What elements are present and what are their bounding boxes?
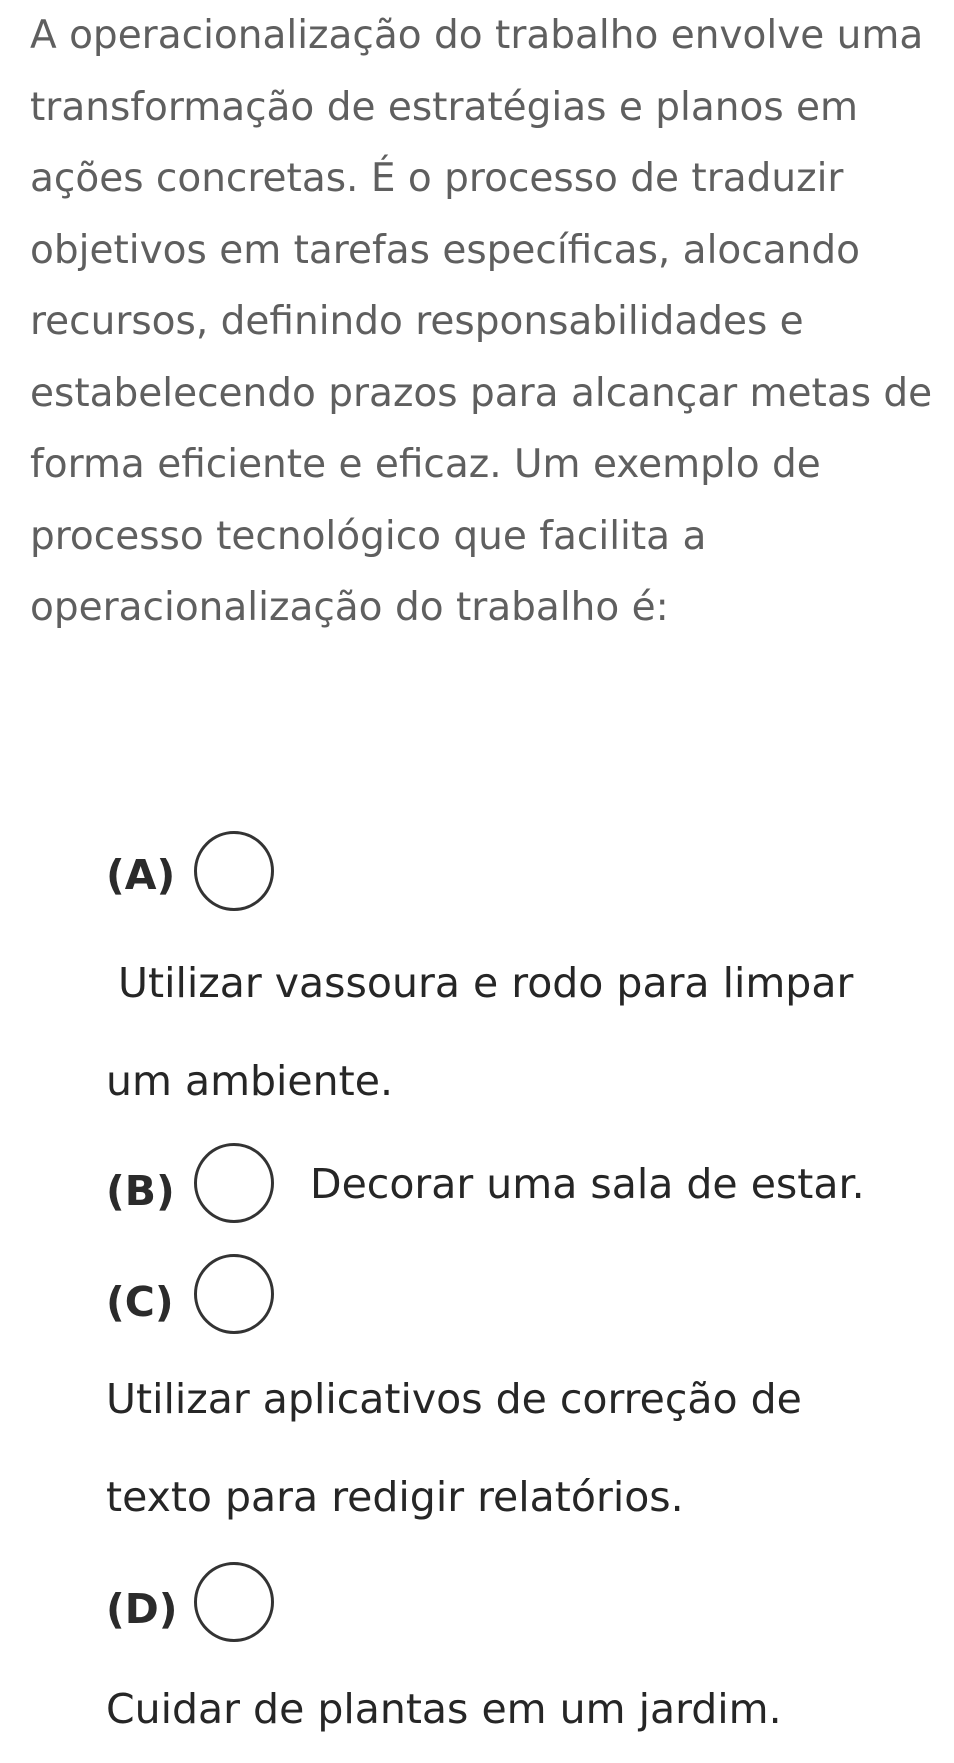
option-b-letter: (B)	[106, 1167, 175, 1215]
option-a-letter: (A)	[106, 851, 176, 899]
option-d-letter: (D)	[106, 1585, 178, 1633]
option-c-text: Utilizar aplicativos de correção de texto para redigir relatórios.	[106, 1375, 802, 1521]
option-b-radio[interactable]	[194, 1143, 274, 1223]
option-a-text: Utilizar vassoura e rodo para limpar um ambiente.	[106, 959, 854, 1105]
option-b-text: Decorar uma sala de estar.	[310, 1160, 865, 1208]
question-text: A operacionalização do trabalho envolve uma transformação de estratégias e planos em ações concretas. É o processo de traduzir objetivos em tarefas específicas, alocando recursos, definindo responsabilidades e estabelecendo prazos para alcançar metas de forma eficiente e eficaz. Um exemplo de processo tecnológico que facilita a operacionalização do trabalho é:	[30, 13, 933, 630]
option-c-radio[interactable]	[194, 1254, 274, 1334]
option-c-letter: (C)	[106, 1278, 174, 1326]
option-d-radio[interactable]	[194, 1562, 274, 1642]
option-a-radio[interactable]	[194, 831, 274, 911]
option-d-text: Cuidar de plantas em um jardim.	[106, 1685, 782, 1733]
